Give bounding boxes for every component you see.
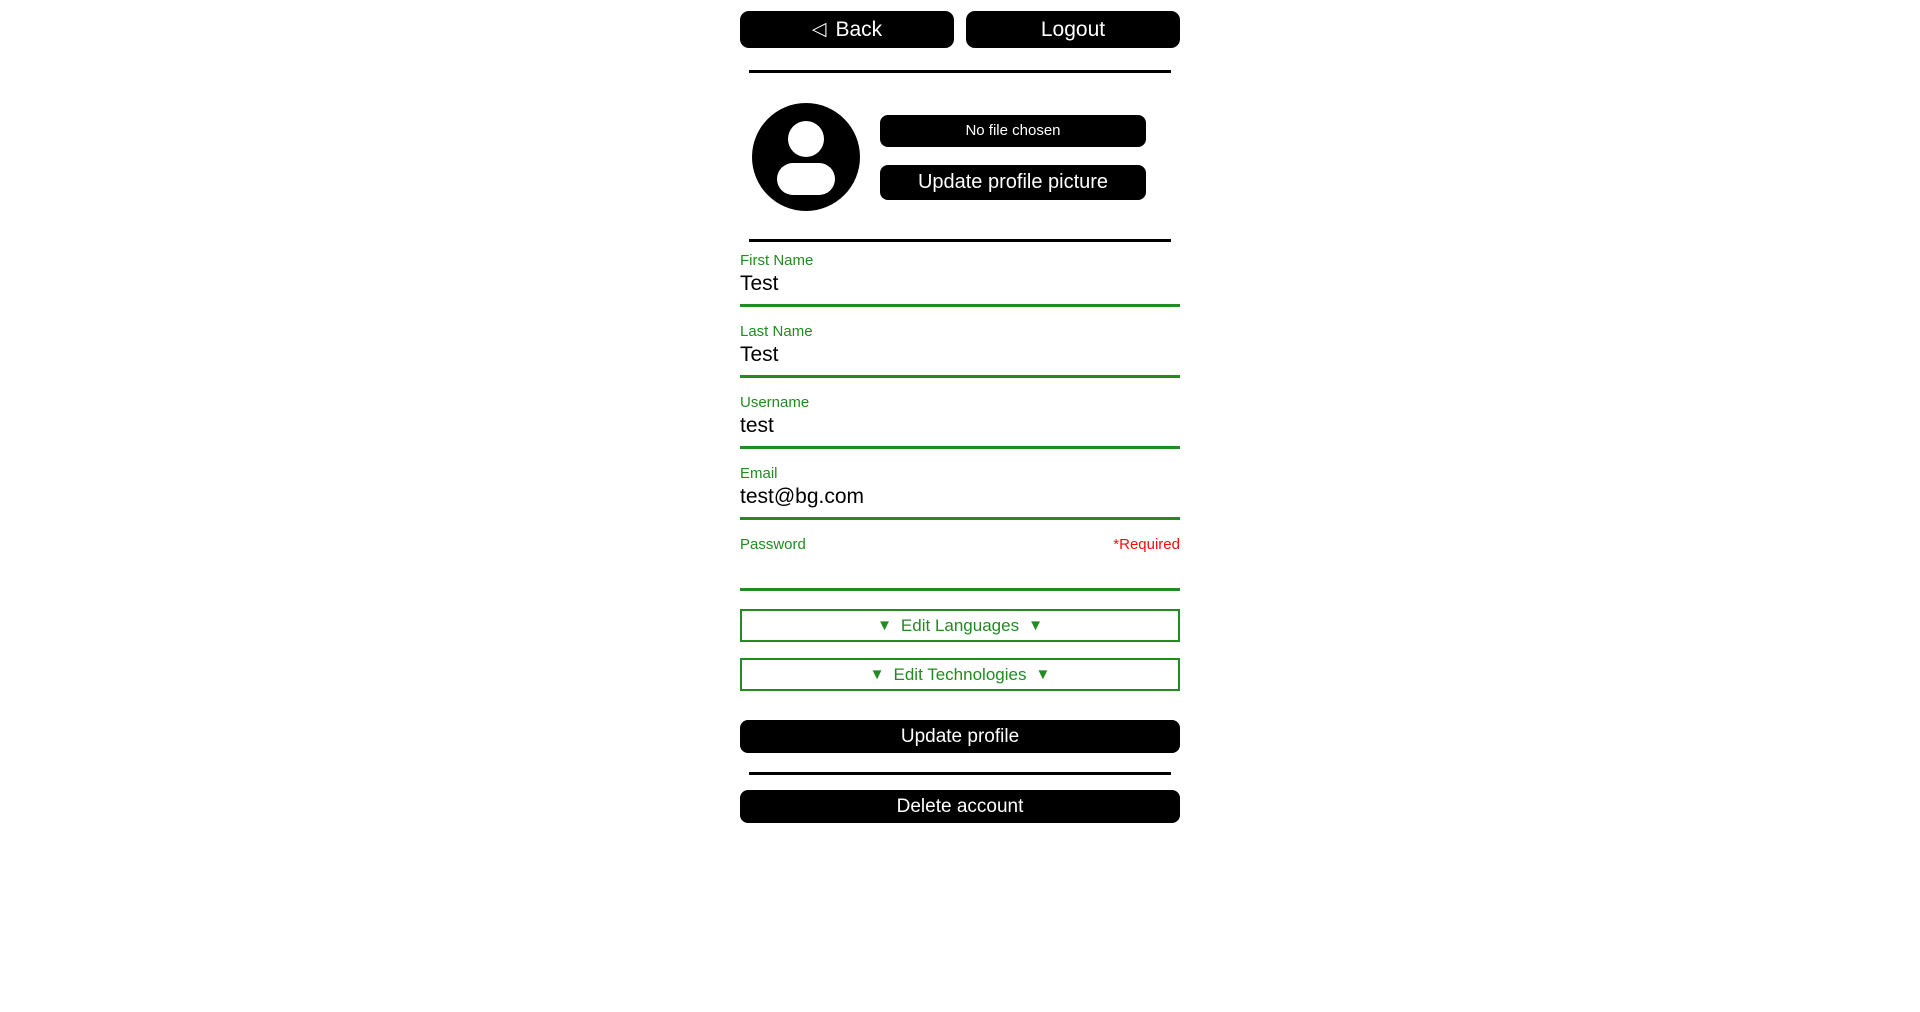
delete-account-label: Delete account bbox=[896, 795, 1024, 817]
top-bar bbox=[740, 11, 1180, 48]
back-button[interactable] bbox=[740, 11, 954, 48]
chevron-down-icon: ▼ bbox=[869, 666, 885, 683]
username-label: Username bbox=[740, 394, 810, 411]
back-button-label: Back bbox=[835, 17, 883, 41]
divider bbox=[749, 772, 1171, 775]
file-input-button[interactable] bbox=[880, 115, 1146, 147]
avatar-section bbox=[740, 103, 1180, 211]
last-name-input[interactable] bbox=[740, 340, 1180, 375]
first-name-input[interactable] bbox=[740, 269, 1180, 304]
divider bbox=[749, 70, 1171, 73]
picture-buttons bbox=[880, 115, 1146, 200]
email-field bbox=[740, 465, 1180, 520]
username-field bbox=[740, 394, 1180, 449]
profile-page bbox=[740, 0, 1180, 823]
back-arrow-icon: ◁ bbox=[811, 19, 827, 40]
email-input[interactable] bbox=[740, 482, 1180, 517]
username-input[interactable] bbox=[740, 411, 1180, 446]
chevron-down-icon: ▼ bbox=[1035, 666, 1051, 683]
chevron-down-icon: ▼ bbox=[1028, 617, 1043, 634]
chevron-down-icon: ▼ bbox=[877, 617, 892, 634]
edit-languages-button[interactable] bbox=[740, 609, 1180, 642]
delete-account-button[interactable] bbox=[740, 790, 1180, 823]
edit-technologies-label: Edit Technologies bbox=[893, 664, 1027, 684]
edit-technologies-button[interactable] bbox=[740, 658, 1180, 691]
required-note: *Required bbox=[1113, 536, 1180, 553]
password-input[interactable] bbox=[740, 553, 1180, 588]
logout-button[interactable] bbox=[966, 11, 1180, 48]
first-name-label: First Name bbox=[740, 252, 814, 269]
logout-button-label: Logout bbox=[1040, 17, 1106, 41]
first-name-field bbox=[740, 252, 1180, 307]
last-name-label: Last Name bbox=[740, 323, 813, 340]
last-name-field bbox=[740, 323, 1180, 378]
divider bbox=[749, 239, 1171, 242]
password-field bbox=[740, 536, 1180, 591]
person-circle-icon bbox=[752, 103, 860, 211]
password-label: Password bbox=[740, 536, 806, 553]
update-picture-label: Update profile picture bbox=[917, 170, 1109, 193]
update-profile-button[interactable] bbox=[740, 720, 1180, 753]
update-profile-label: Update profile bbox=[900, 725, 1020, 747]
email-label: Email bbox=[740, 465, 778, 482]
file-input-label: No file chosen bbox=[965, 122, 1061, 139]
profile-form bbox=[740, 252, 1180, 753]
edit-languages-label: Edit Languages bbox=[900, 615, 1020, 635]
update-picture-button[interactable] bbox=[880, 165, 1146, 200]
